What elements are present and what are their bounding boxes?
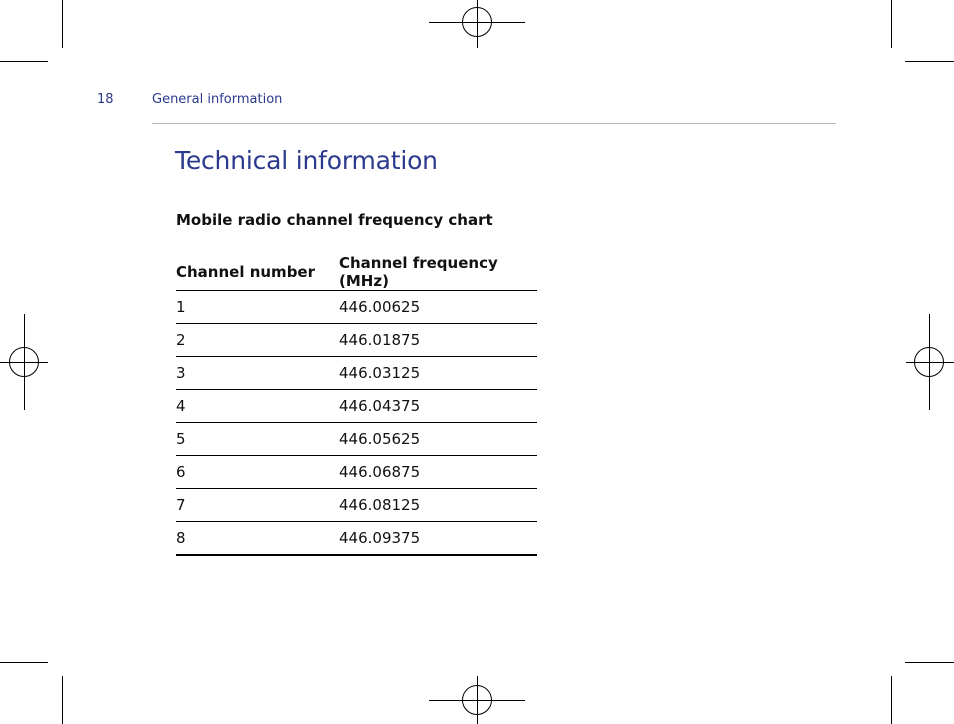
channel-number-cell: 1	[176, 291, 339, 324]
crop-mark	[891, 0, 892, 48]
crop-mark	[62, 0, 63, 48]
column-header-channel: Channel number	[176, 254, 339, 291]
frequency-table	[176, 254, 537, 556]
channel-number-cell: 2	[176, 324, 339, 357]
channel-frequency-cell: 446.08125	[339, 489, 537, 522]
registration-circle	[462, 7, 492, 37]
table-row	[176, 324, 537, 357]
channel-number-cell: 8	[176, 522, 339, 556]
channel-frequency-cell: 446.04375	[339, 390, 537, 423]
channel-frequency-cell: 446.00625	[339, 291, 537, 324]
registration-circle	[9, 347, 39, 377]
page-title: Technical information	[175, 146, 438, 175]
table-row	[176, 291, 537, 324]
table-row	[176, 489, 537, 522]
table-row	[176, 456, 537, 489]
registration-circle	[914, 347, 944, 377]
channel-frequency-cell: 446.03125	[339, 357, 537, 390]
crop-mark	[0, 662, 48, 663]
section-subheading: Mobile radio channel frequency chart	[176, 211, 493, 229]
crop-mark	[905, 61, 954, 62]
channel-number-cell: 4	[176, 390, 339, 423]
table-row	[176, 522, 537, 556]
channel-number-cell: 5	[176, 423, 339, 456]
page-number: 18	[97, 92, 114, 107]
crop-mark	[905, 662, 954, 663]
channel-number-cell: 7	[176, 489, 339, 522]
table-header-row	[176, 254, 537, 291]
column-header-frequency: Channel frequency (MHz)	[339, 254, 537, 291]
channel-frequency-cell: 446.09375	[339, 522, 537, 556]
channel-number-cell: 6	[176, 456, 339, 489]
registration-circle	[462, 685, 492, 715]
crop-mark	[62, 676, 63, 724]
channel-frequency-cell: 446.05625	[339, 423, 537, 456]
table-row	[176, 423, 537, 456]
crop-mark	[891, 676, 892, 724]
crop-mark	[0, 61, 48, 62]
table-row	[176, 390, 537, 423]
channel-frequency-cell: 446.06875	[339, 456, 537, 489]
table-row	[176, 357, 537, 390]
running-header: General information	[152, 92, 283, 107]
header-divider	[152, 123, 836, 124]
channel-frequency-cell: 446.01875	[339, 324, 537, 357]
channel-number-cell: 3	[176, 357, 339, 390]
